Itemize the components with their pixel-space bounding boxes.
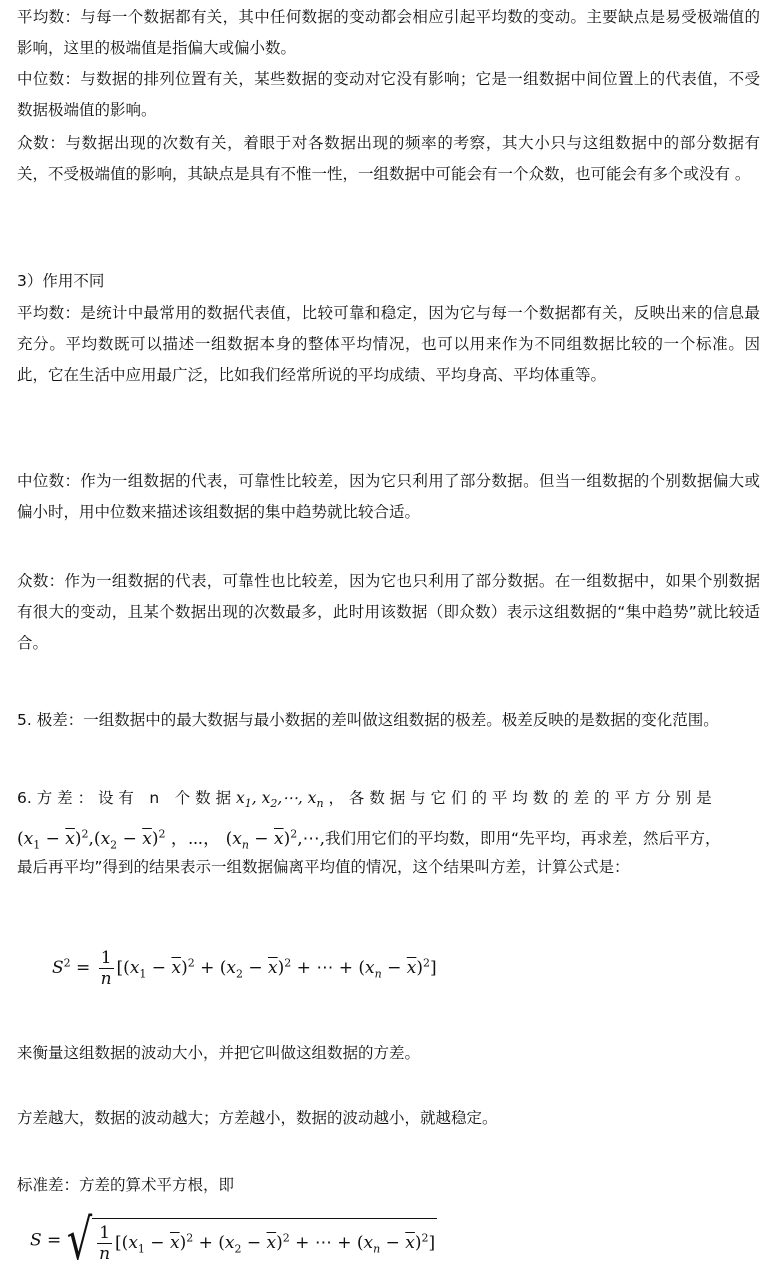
mean-role: 平均数：是统计中最常用的数据代表值，比较可靠和稳定，因为它与每一个数据都有关，反映出来的信息最充分。平均数既可以描述一组数据本身的整体平均情况，也可以用来作为不同组数据比较的一个标准。因此，它在生活中应用最广泛，比如我们经常所说的平均成绩、平均身高、平均体重等。 (17, 304, 760, 384)
variance-intro-d: 最后再平均”得到的结果表示一组数据偏离平均值的情况，这个结果叫方差，计算公式是： (17, 858, 630, 876)
mode-definition: 众数：与数据出现的次数有关，着眼于对各数据出现的频率的考察，其大小只与这组数据中的部分数据有关，不受极端值的影响，其缺点是具有不惟一性，一组数据中可能会有一个众数，也可能会有多个或没有 。 (17, 134, 760, 183)
variance-intro-a: 6. 方 差 ： 设 有 n 个 数 据 (17, 789, 232, 807)
sqrt-symbol: √ $\frac{1}{n}$ [$(x_1 - \overline{x})^2 + (x_2 - \overline{x})^2$ + ⋯ + $(x_n - \overline{x})^2$] (66, 1208, 436, 1274)
mean-definition: 平均数：与每一个数据都有关，其中任何数据的变动都会相应引起平均数的变动。主要缺点是易受极端值的影响，这里的极端值是指偏大或偏小数。 (17, 8, 760, 57)
section-3-title: 3）作用不同 (17, 272, 105, 290)
variance-intro-b: ， 各 数 据 与 它 们 的 平 均 数 的 差 的 平 方 分 别 是 (328, 789, 712, 807)
variance-note: 方差越大，数据的波动越大；方差越小，数据的波动越小，就越稳定。 (17, 1109, 498, 1127)
range-definition: 5. 极差：一组数据中的最大数据与最小数据的差叫做这组数据的极差。极差反映的是数据的变化范围。 (17, 711, 719, 729)
variance-formula: $S^2$ = $\frac{1}{n}$ [$(x_1 - \overline{x})^2 + (x_2 - \overline{x})^2$ + ⋯ + $(x_n - \overline{x})^2$] (52, 948, 437, 989)
median-role: 中位数：作为一组数据的代表，可靠性比较差，因为它只利用了部分数据。但当一组数据的个别数据偏大或偏小时，用中位数来描述该组数据的集中趋势就比较合适。 (17, 472, 760, 521)
mode-role: 众数：作为一组数据的代表，可靠性也比较差，因为它也只利用了部分数据。在一组数据中，如果个别数据有很大的变动，且某个数据出现的次数最多，此时用该数据（即众数）表示这组数据的“集中趋势”就比较适合。 (17, 572, 760, 652)
variance-intro-line1 (17, 783, 760, 819)
median-definition: 中位数：与数据的排列位置有关，某些数据的变动对它没有影响；它是一组数据中间位置上的代表值，不受数据极端值的影响。 (17, 70, 760, 119)
std-formula: S = √ $\frac{1}{n}$ [$(x_1 - \overline{x})^2 + (x_2 - \overline{x})^2$ + ⋯ + $(x_n - \overline{x})^2$] (30, 1208, 436, 1274)
data-list-formula: $x_1$, $x_2,\cdots$, $x_n$ (236, 789, 324, 811)
variance-after: 来衡量这组数据的波动大小，并把它叫做这组数据的方差。 (17, 1044, 421, 1062)
squared-differences-formula: $(x_1 - \overline{x})^2,(x_2 - \overline{x})^2$ ，⋯， ($x_n$ − $\overline{x})^2,\cdots$, (17, 827, 326, 852)
std-definition: 标准差：方差的算术平方根，即 (17, 1176, 235, 1194)
variance-intro-c: 我们用它们的平均数，即用“先平均，再求差，然后平方， (325, 829, 721, 848)
